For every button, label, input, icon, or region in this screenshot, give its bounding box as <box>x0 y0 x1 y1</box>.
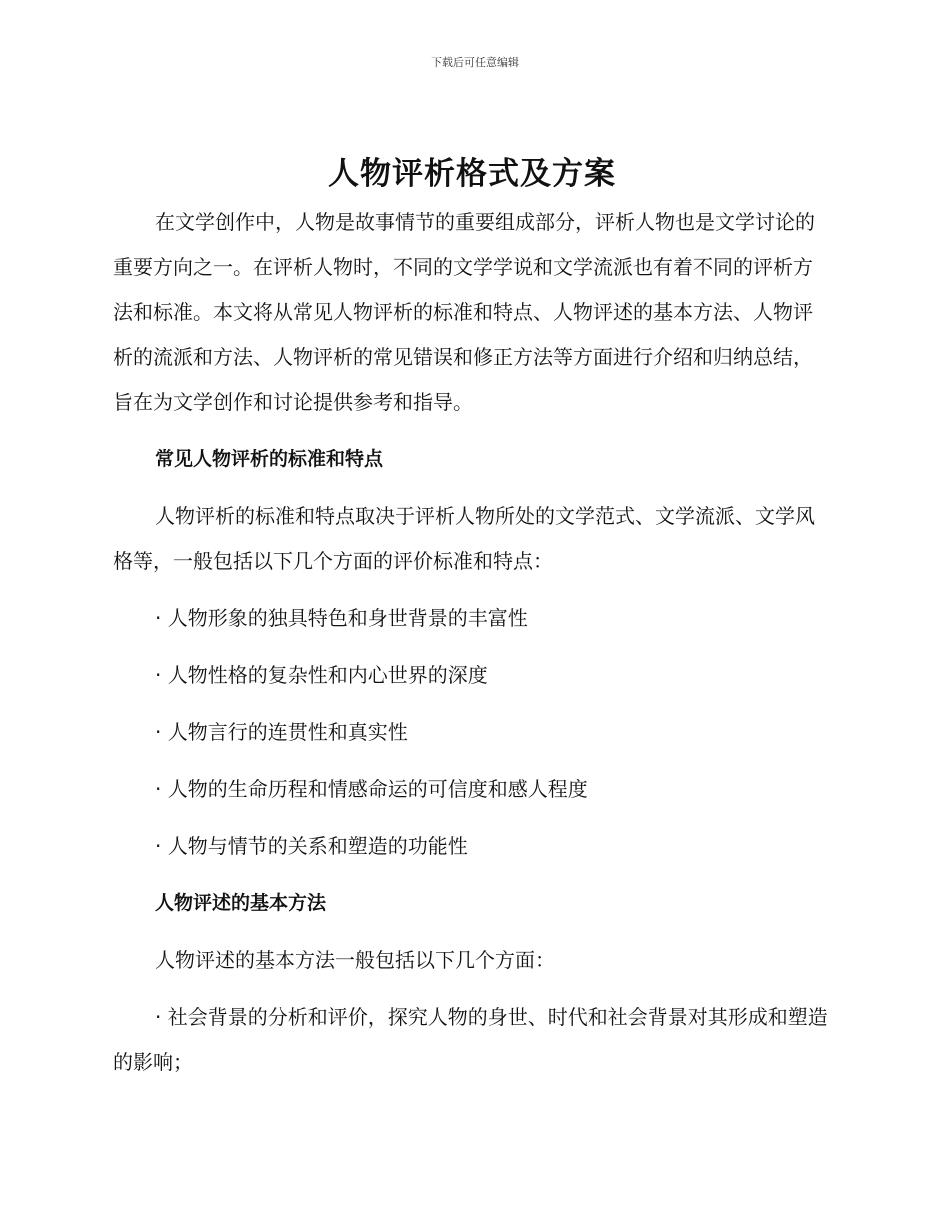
section-paragraph-methods: 人物评述的基本方法一般包括以下几个方面： <box>155 948 555 972</box>
section-heading-methods: 人物评述的基本方法 <box>155 892 327 914</box>
section-heading-standards: 常见人物评析的标准和特点 <box>155 448 384 470</box>
list-item: · 人物的生命历程和情感命运的可信度和感人程度 <box>155 777 588 801</box>
list-item: · 人物性格的复杂性和内心世界的深度 <box>155 663 488 687</box>
intro-paragraph: 在文学创作中，人物是故事情节的重要组成部分，评析人物也是文学讨论的重要方向之一。在评析人物时，不同的文学学说和文学流派也有着不同的评析方法和标准。本文将从常见人物评析的标准和特点、人物评述的基本方法、人物评析的流派和方法、人物评析的常见错误和修正方法等方面进行介绍和归纳总结，旨在为文学创作和讨论提供参考和指导。 <box>113 210 815 414</box>
section-paragraph-standards: 人物评析的标准和特点取决于评析人物所处的文学范式、文学流派、文学风格等，一般包括以下几个方面的评价标准和特点： <box>113 504 815 573</box>
list-item: · 人物与情节的关系和塑造的功能性 <box>155 834 468 858</box>
document-title: 人物评析格式及方案 <box>328 156 616 192</box>
document-body <box>113 148 831 1097</box>
list-item: · 社会背景的分析和评价，探究人物的身世、时代和社会背景对其形成和塑造的影响； <box>113 1005 828 1074</box>
list-item: · 人物形象的独具特色和身世背景的丰富性 <box>155 606 528 630</box>
list-item: · 人物言行的连贯性和真实性 <box>155 720 408 744</box>
page-header: 下载后可任意编辑 <box>431 56 519 69</box>
